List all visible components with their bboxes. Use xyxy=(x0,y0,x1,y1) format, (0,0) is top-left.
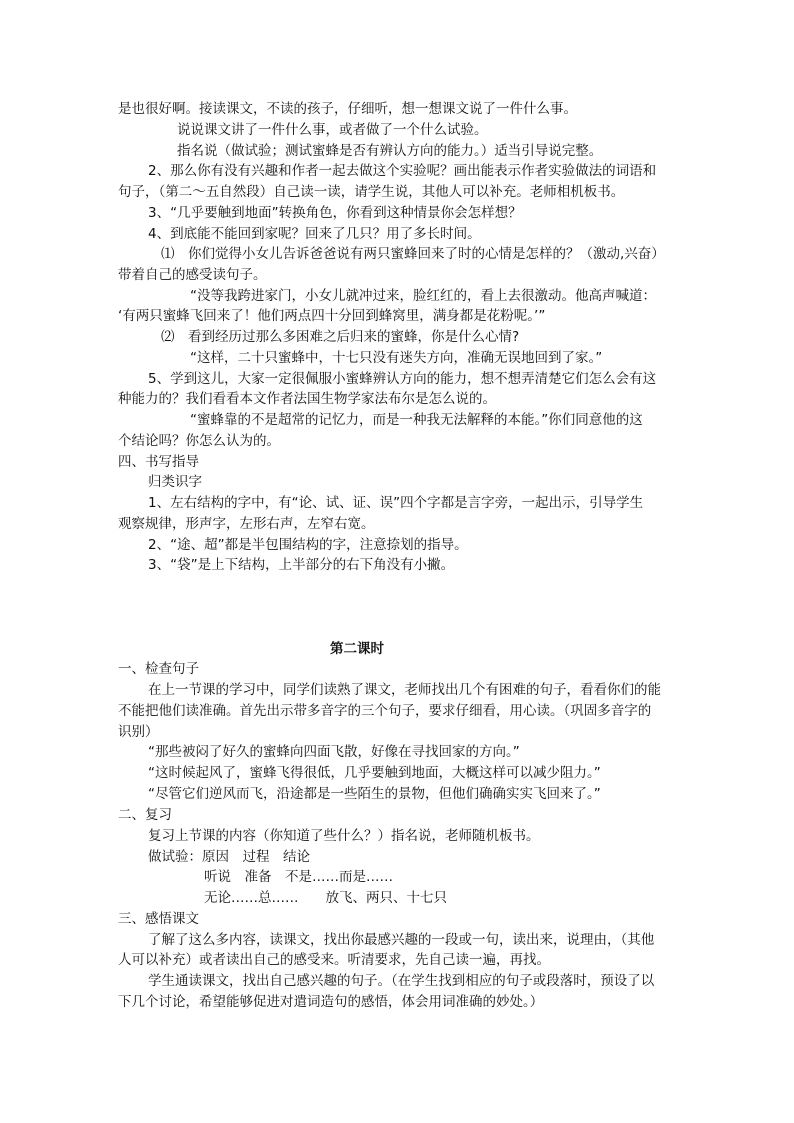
text-line: 复习上节课的内容（你知道了些什么？）指名说，老师随机板书。 xyxy=(148,828,540,844)
text-line: ‘有两只蜜蜂飞回来了！他们两点四十分回到蜂窝里，满身都是花粉呢。’” xyxy=(118,308,546,324)
section-heading: 二、复习 xyxy=(118,807,172,823)
text-line: 5、学到这儿，大家一定很佩服小蜜蜂辨认方向的能力，想不想弄清楚它们怎么会有这 xyxy=(148,371,657,387)
text-line: 无论……总…… 放飞、两只、十七只 xyxy=(204,890,447,906)
text-line: ⑴ 你们觉得小女儿告诉爸爸说有两只蜜蜂回来了时的心情是怎样的？（激动,兴奋） xyxy=(161,246,665,262)
section-heading: 四、书写指导 xyxy=(118,454,199,470)
text-line: 4、到底能不能回到家呢？回来了几只？用了多长时间。 xyxy=(148,226,481,242)
text-line: 3、“几乎要触到地面”转换角色，你看到这种情景你会怎样想？ xyxy=(148,205,522,221)
text-line: 是也很好啊。接读课文，不读的孩子，仔细听，想一想课文说了一件什么事。 xyxy=(118,101,577,117)
text-line: 不能把他们读准确。首先出示带多音字的三个句子，要求仔细看，用心读。（巩固多音字的 xyxy=(118,703,652,719)
text-line: 在上一节课的学习中，同学们读熟了课文，老师找出几个有困难的句子，看看你们的能 xyxy=(148,682,661,698)
text-line: 1、左右结构的字中，有“论、试、证、误”四个字都是言字旁，一起出示，引导学生 xyxy=(148,495,644,511)
text-line: “这时候起风了，蜜蜂飞得很低，几乎要触到地面，大概这样可以减少阻力。” xyxy=(148,765,601,781)
section-heading: 一、检查句子 xyxy=(118,661,199,677)
text-line: “蜜蜂靠的不是超常的记忆力，而是一种我无法解释的本能。”你们同意他的这 xyxy=(190,412,643,428)
text-line: “那些被闷了好久的蜜蜂向四面飞散，好像在寻找回家的方向。” xyxy=(148,744,520,760)
text-line: 指名说（做试验；测试蜜蜂是否有辨认方向的能力。）适当引导说完整。 xyxy=(177,143,603,159)
text-line: ⑵ 看到经历过那么多困难之后归来的蜜蜂，你是什么心情? xyxy=(161,329,520,345)
text-line: “这样，二十只蜜蜂中，十七只没有迷失方向，准确无误地回到了家。” xyxy=(190,350,603,366)
text-line: 了解了这么多内容，读课文，找出你最感兴趣的一段或一句，读出来，说理由，（其他 xyxy=(148,932,655,948)
text-line: 3、“袋”是上下结构，上半部分的右下角没有小撇。 xyxy=(148,557,455,573)
text-line: 学生通读课文，找出自己感兴趣的句子。（在学生找到相应的句子或段落时，预设了以 xyxy=(148,973,655,989)
text-line: 说说课文讲了一件什么事，或者做了一个什么试验。 xyxy=(177,122,488,138)
text-line: 下几个讨论，希望能够促进对遣词造句的感悟，体会用词准确的妙处。） xyxy=(118,994,544,1010)
text-line: 2、那么你有没有兴趣和作者一起去做这个实验呢？画出能表示作者实验做法的词语和 xyxy=(148,163,657,179)
text-line: 听说 准备 不是……而是…… xyxy=(204,869,393,885)
lesson-title: 第二课时 xyxy=(330,641,384,657)
text-line: 观察规律，形声字，左形右声，左窄右宽。 xyxy=(118,516,375,532)
text-line: 做试验：原因 过程 结论 xyxy=(148,849,310,865)
text-line: 种能力的？我们看看本文作者法国生物学家法布尔是怎么说的。 xyxy=(118,391,496,407)
text-line: 2、“途、超”都是半包围结构的字，注意捺划的指导。 xyxy=(148,537,468,553)
text-line: “尽管它们逆风而飞，沿途都是一些陌生的景物，但他们确确实实飞回来了。” xyxy=(148,786,601,802)
text-line: “没等我跨进家门，小女儿就冲过来，脸红红的，看上去很激动。他高声喊道： xyxy=(190,288,656,304)
text-line: 句子，（第二～五自然段）自己读一读，请学生说，其他人可以补充。老师相机板书。 xyxy=(118,184,625,200)
text-line: 个结论吗？你怎么认为的。 xyxy=(118,433,280,449)
text-line: 带着自己的感受读句子。 xyxy=(118,267,267,283)
section-heading: 三、感悟课文 xyxy=(118,911,199,927)
text-line: 识别） xyxy=(118,724,159,740)
text-line: 人可以补充）或者读出自己的感受来。听清要求，先自己读一遍，再找。 xyxy=(118,952,550,968)
text-line: 归类识字 xyxy=(148,474,202,490)
